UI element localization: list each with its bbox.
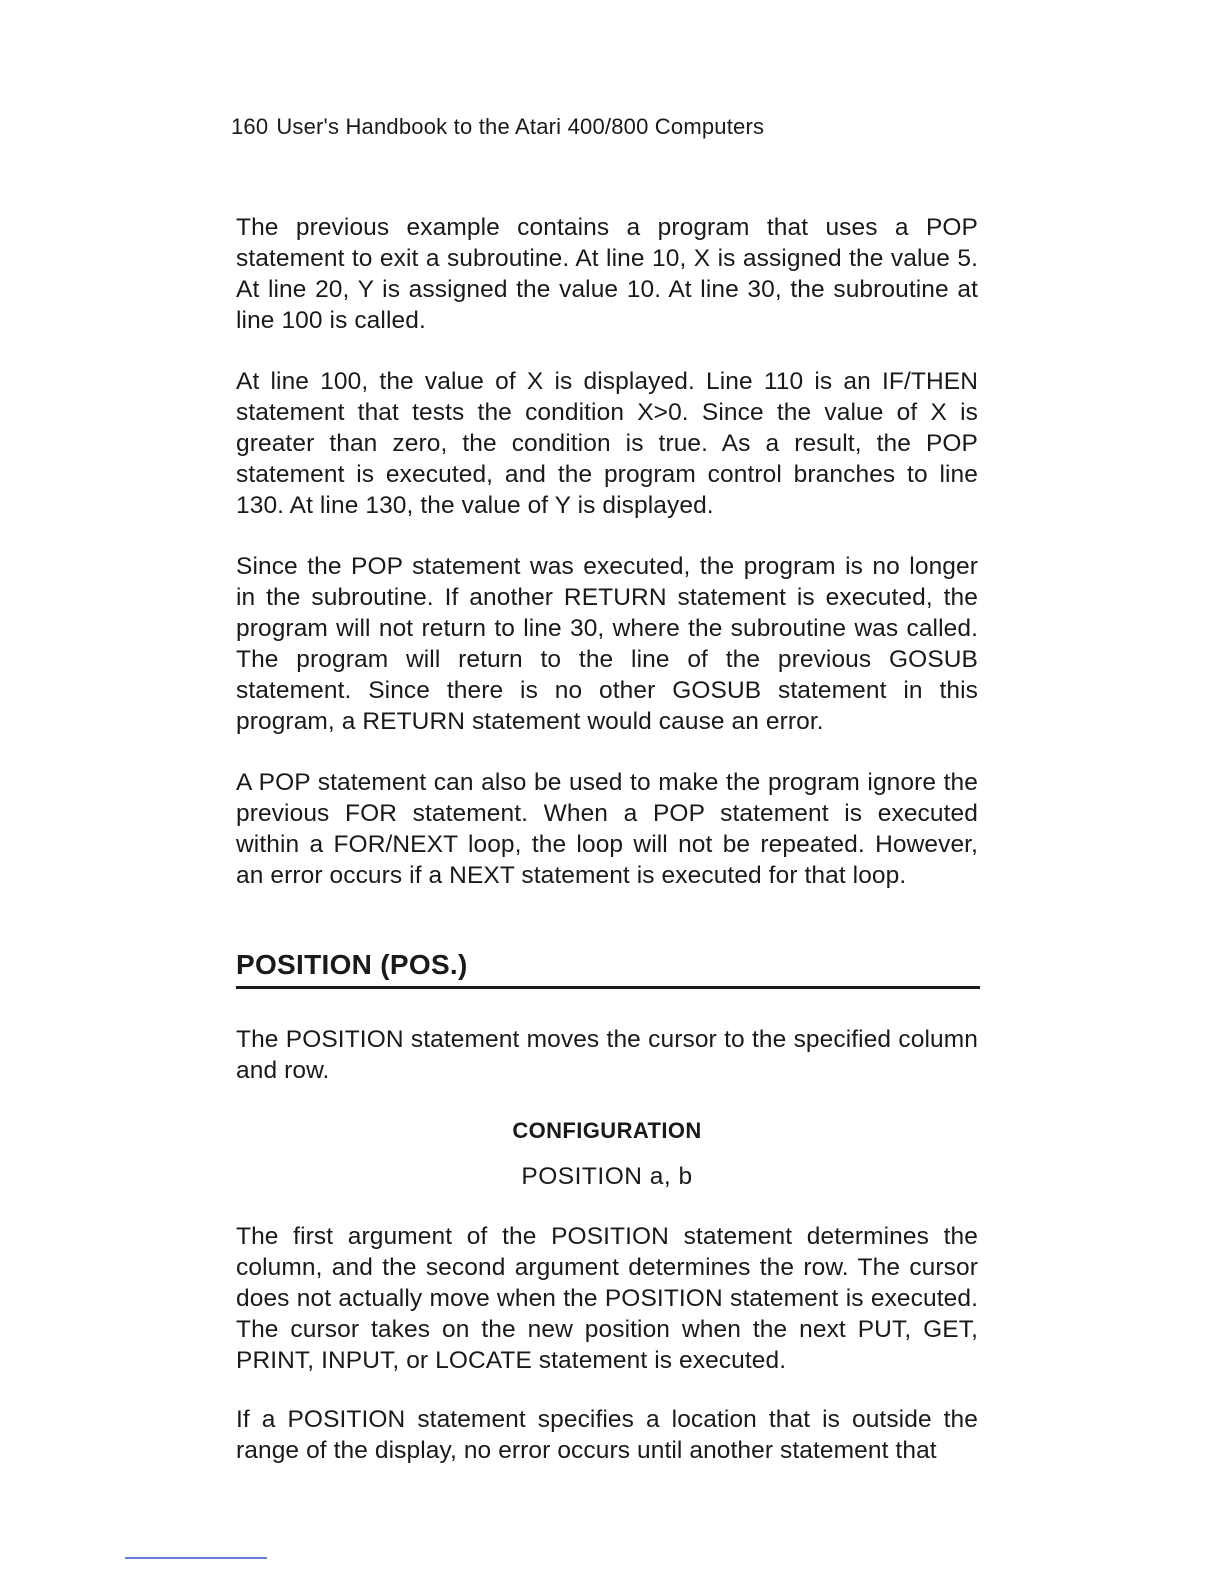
footer-rule [125,1557,267,1559]
paragraph-position-arguments: The first argument of the POSITION statement determines the column, and the second argument determines the row. The cursor does not actually move when the POSITION statement is executed. The cursor takes on the new position when the next PUT, GET, PRINT, INPUT, or LOCATE statement is executed. [236,1223,978,1374]
page-number: 160 [231,114,269,139]
running-header [231,112,764,142]
paragraph-return-behavior: Since the POP statement was executed, the program is no longer in the subroutine. If another RETURN statement is executed, the program will not return to line 30, where the subroutine was called. The program will return to the line of the previous GOSUB statement. Since there is no other GOSUB statement in this program, a RETURN statement would cause an error. [236,553,978,735]
configuration-syntax: POSITION a, b [521,1163,693,1190]
paragraph-position-out-of-range: If a POSITION statement specifies a location that is outside the range of the display, no error occurs until another statement that [236,1406,978,1464]
configuration-label: CONFIGURATION [512,1118,702,1143]
section-heading-position: POSITION (POS.) [236,946,980,989]
paragraph-pop-for-next: A POP statement can also be used to make the program ignore the previous FOR statement. When a POP statement is executed within a FOR/NEXT loop, the loop will not be repeated. However, an error occurs if a NEXT statement is executed for that loop. [236,769,978,889]
paragraph-position-intro: The POSITION statement moves the cursor to the specified column and row. [236,1026,978,1084]
book-title: User's Handbook to the Atari 400/800 Computers [276,114,765,139]
paragraph-pop-example: The previous example contains a program that uses a POP statement to exit a subroutine. At line 10, X is assigned the value 5. At line 20, Y is assigned the value 10. At line 30, the subroutine at line 100 is called. [236,214,978,334]
paragraph-line-100: At line 100, the value of X is displayed. Line 110 is an IF/THEN statement that tests the condition X>0. Since the value of X is greater than zero, the condition is true. As a result, the POP statement is executed, and the program control branches to line 130. At line 130, the value of Y is displayed. [236,368,978,519]
